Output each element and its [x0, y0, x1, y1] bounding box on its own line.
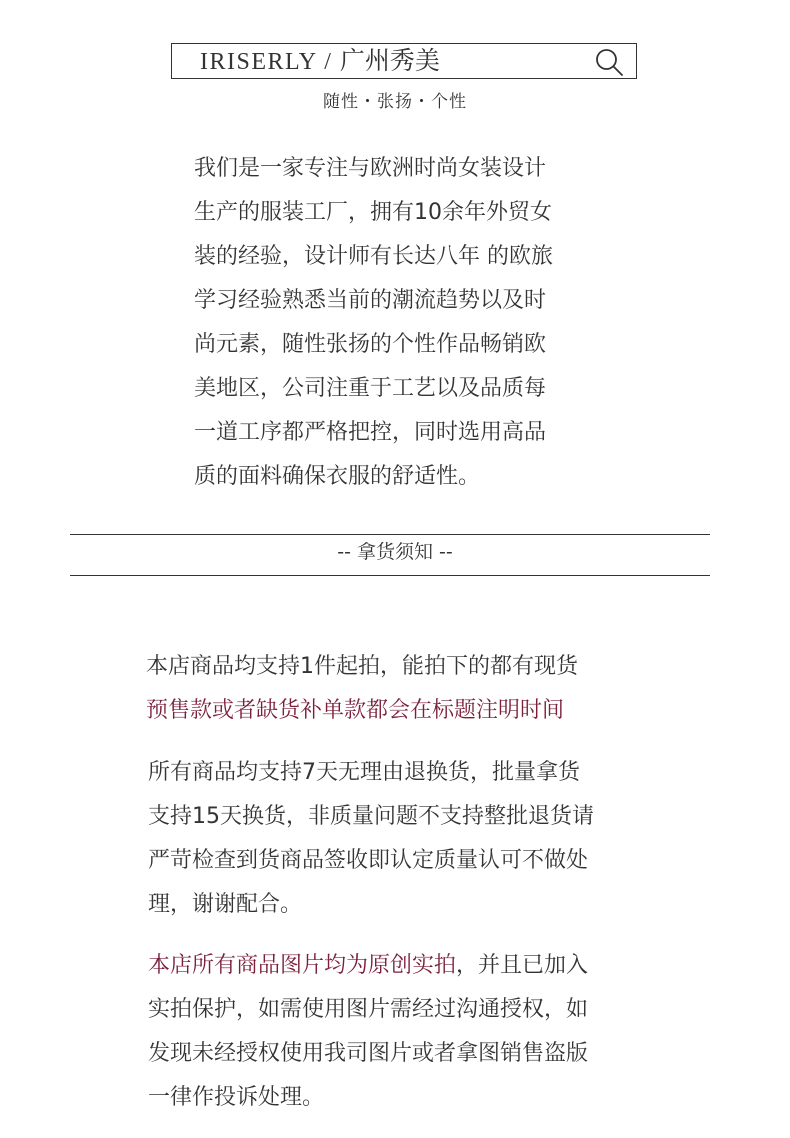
notice-line: 一律作投诉处理。 [148, 1085, 325, 1110]
notice-line: 发现未经授权使用我司图片或者拿图销售盗版 [148, 1041, 589, 1066]
intro-line: 质的面料确保衣服的舒适性。 [194, 464, 481, 489]
notice-return-paragraph [148, 751, 594, 927]
intro-line: 美地区，公司注重于工艺以及品质每 [194, 376, 547, 401]
section-divider-bottom [70, 575, 710, 576]
notice-line: 严苛检查到货商品签收即认定质量认可不做处 [148, 848, 589, 873]
notice-highlight: 本店所有商品图片均为原创实拍 [148, 953, 457, 978]
intro-line: 一道工序都严格把控，同时选用高品 [194, 420, 547, 445]
brand-search-bar[interactable] [171, 43, 637, 79]
brand-title [200, 44, 440, 78]
notice-line: 所有商品均支持7天无理由退换货，批量拿货 [148, 760, 580, 785]
intro-line: 生产的服装工厂，拥有10余年外贸女 [194, 200, 552, 225]
notice-line: 本店商品均支持1件起拍，能拍下的都有现货 [146, 654, 578, 679]
intro-line: 装的经验，设计师有长达八年 的欧旅 [194, 244, 553, 269]
notice-line: 理，谢谢配合。 [148, 892, 303, 917]
intro-line: 学习经验熟悉当前的潮流趋势以及时 [194, 288, 547, 313]
notice-stock-paragraph [146, 645, 578, 733]
search-icon[interactable] [594, 47, 624, 77]
notice-copyright-paragraph [148, 944, 588, 1120]
intro-line: 我们是一家专注与欧洲时尚女装设计 [194, 156, 547, 181]
brand-name-cn: 广州秀美 [339, 46, 440, 75]
tagline: 随性・张扬・个性 [323, 92, 467, 112]
brand-name-en: IRISERLY / [200, 49, 340, 75]
notice-line [148, 944, 588, 988]
section-title: -- 拿货须知 -- [337, 541, 453, 563]
company-intro [194, 147, 624, 499]
notice-line-highlight: 预售款或者缺货补单款都会在标题注明时间 [146, 698, 565, 723]
notice-line: 支持15天换货，非质量问题不支持整批退货请 [148, 804, 594, 829]
section-divider-top [70, 534, 710, 535]
notice-text: ，并且已加入 [456, 953, 589, 978]
notice-line: 实拍保护，如需使用图片需经过沟通授权，如 [148, 997, 589, 1022]
intro-line: 尚元素，随性张扬的个性作品畅销欧 [194, 332, 547, 357]
